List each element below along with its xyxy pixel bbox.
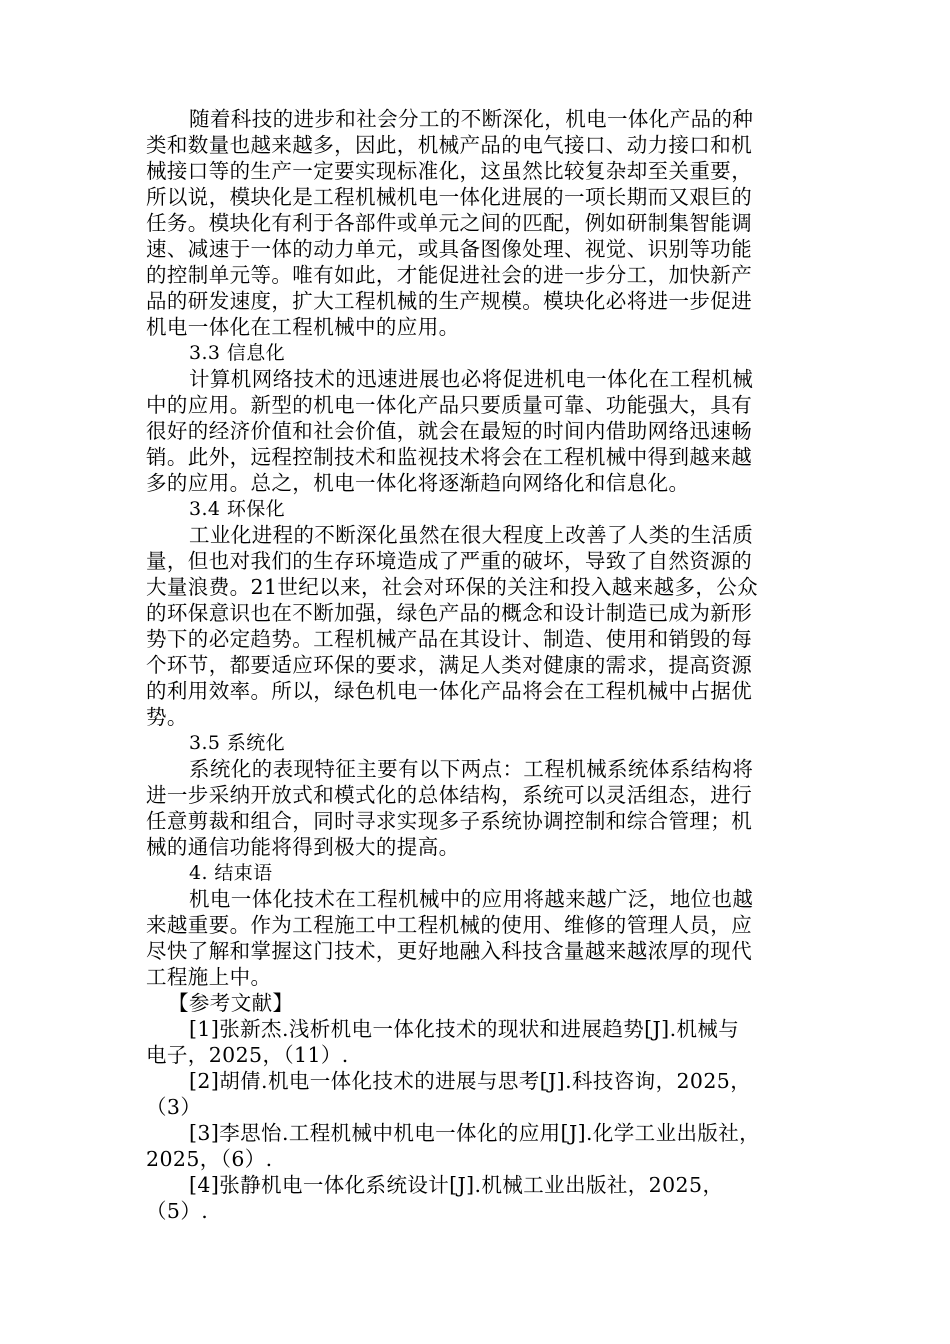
text-line: 所以说，模块化是工程机械机电一体化进展的一项长期而又艰巨的 — [146, 185, 753, 209]
section-heading: 3.5 系统化 — [189, 732, 286, 754]
text-line: 尽快了解和掌握这门技术，更好地融入科技含量越来越浓厚的现代 — [146, 939, 753, 963]
text-line: 速、减速于一体的动力单元，或具备图像处理、视觉、识别等功能 — [146, 237, 753, 261]
text-line: 【参考文献】 — [168, 991, 294, 1015]
text-line: 的控制单元等。唯有如此，才能促进社会的进一步分工，加快新产 — [146, 263, 753, 287]
text-line: 大量浪费。21世纪以来，社会对环保的关注和投入越来越多，公众 — [146, 575, 759, 599]
text-line: 的利用效率。所以，绿色机电一体化产品将会在工程机械中占据优 — [146, 679, 753, 703]
text-line: 量，但也对我们的生存环境造成了严重的破坏，导致了自然资源的 — [146, 549, 753, 573]
text-line: （5）. — [146, 1199, 209, 1223]
text-line: 任意剪裁和组合，同时寻求实现多子系统协调控制和综合管理；机 — [146, 809, 753, 833]
text-line: [2]胡倩.机电一体化技术的进展与思考[J].科技咨询，2025， — [189, 1069, 752, 1093]
text-line: 2025，（6）. — [146, 1147, 273, 1171]
section-heading: 3.4 环保化 — [189, 498, 286, 520]
text-line: 系统化的表现特征主要有以下两点：工程机械系统体系结构将 — [189, 757, 754, 781]
text-line: [1]张新杰.浅析机电一体化技术的现状和进展趋势[J].机械与 — [189, 1017, 740, 1041]
text-line: 械接口等的生产一定要实现标准化，这虽然比较复杂却至关重要， — [146, 159, 753, 183]
text-line: [3]李思怡.工程机械中机电一体化的应用[J].化学工业出版社， — [189, 1121, 761, 1145]
text-line: [4]张静机电一体化系统设计[J].机械工业出版社，2025， — [189, 1173, 724, 1197]
text-line: 随着科技的进步和社会分工的不断深化，机电一体化产品的种 — [189, 107, 754, 131]
section-heading: 3.3 信息化 — [189, 342, 286, 364]
text-line: 机电一体化在工程机械中的应用。 — [146, 315, 460, 339]
text-line: 很好的经济价值和社会价值，就会在最短的时间内借助网络迅速畅 — [146, 419, 753, 443]
text-line: 电子，2025，（11）. — [146, 1043, 349, 1067]
text-line: 势下的必定趋势。工程机械产品在其设计、制造、使用和销毁的每 — [146, 627, 753, 651]
text-line: 来越重要。作为工程施工中工程机械的使用、维修的管理人员，应 — [146, 913, 753, 937]
text-line: 的环保意识也在不断加强，绿色产品的概念和设计制造已成为新形 — [146, 601, 753, 625]
text-line: 计算机网络技术的迅速进展也必将促进机电一体化在工程机械 — [189, 367, 754, 391]
text-line: （3） — [146, 1095, 202, 1119]
text-line: 销。此外，远程控制技术和监视技术将会在工程机械中得到越来越 — [146, 445, 753, 469]
text-line: 多的应用。总之，机电一体化将逐渐趋向网络化和信息化。 — [146, 471, 690, 495]
text-line: 工程施上中。 — [146, 965, 272, 989]
text-line: 类和数量也越来越多，因此，机械产品的电气接口、动力接口和机 — [146, 133, 753, 157]
text-line: 任务。模块化有利于各部件或单元之间的匹配，例如研制集智能调 — [146, 211, 753, 235]
text-line: 势。 — [146, 705, 188, 729]
text-line: 工业化进程的不断深化虽然在很大程度上改善了人类的生活质 — [189, 523, 754, 547]
text-line: 械的通信功能将得到极大的提高。 — [146, 835, 460, 859]
text-line: 机电一体化技术在工程机械中的应用将越来越广泛，地位也越 — [189, 887, 754, 911]
section-heading: 4. 结束语 — [189, 862, 273, 884]
text-line: 品的研发速度，扩大工程机械的生产规模。模块化必将进一步促进 — [146, 289, 753, 313]
text-line: 进一步采纳开放式和模式化的总体结构，系统可以灵活组态，进行 — [146, 783, 753, 807]
text-line: 个环节，都要适应环保的要求，满足人类对健康的需求，提高资源 — [146, 653, 753, 677]
text-line: 中的应用。新型的机电一体化产品只要质量可靠、功能强大，具有 — [146, 393, 753, 417]
